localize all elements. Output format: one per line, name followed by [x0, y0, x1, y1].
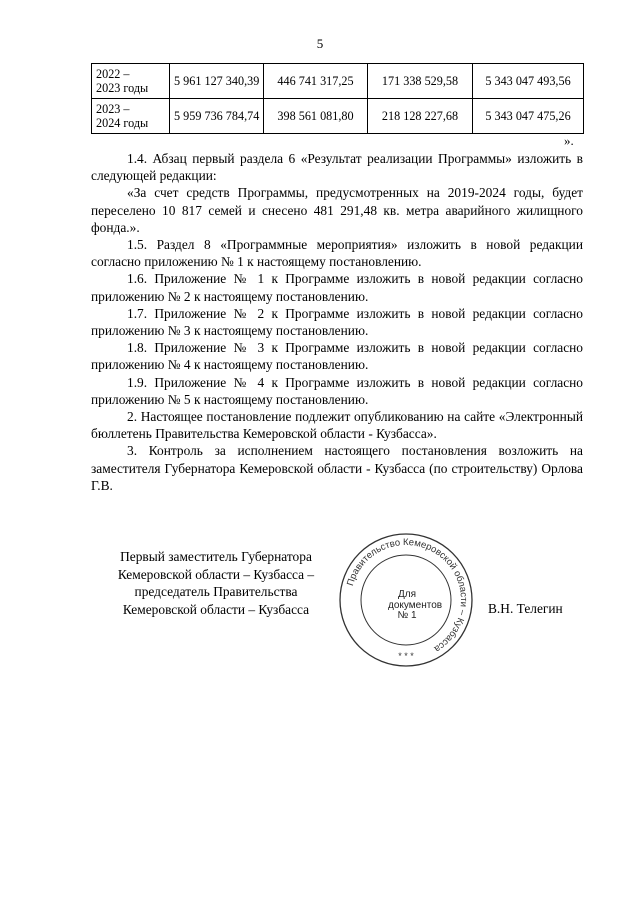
- paragraph: 2. Настоящее постановление подлежит опубликованию на сайте «Электронный бюллетень Правительства Кемеровской области - Кузбасса».: [91, 409, 583, 442]
- seal-inner-line: документов: [388, 599, 443, 611]
- page-number: 5: [316, 36, 324, 51]
- table-row: [92, 99, 584, 134]
- seal-inner-text: [388, 589, 443, 622]
- signatory-name: В.Н. Телегин: [488, 601, 563, 616]
- paragraph: 1.8. Приложение № 3 к Программе изложить в новой редакции согласно приложению № 4 к настоящему постановлению.: [91, 340, 583, 373]
- period-line: 2023 –: [96, 102, 130, 116]
- svg-text:* * *: * * *: [398, 651, 414, 661]
- amount-cell: 5 961 127 340,39: [170, 64, 264, 99]
- paragraph: 1.9. Приложение № 4 к Программе изложить в новой редакции согласно приложению № 5 к настоящему постановлению.: [91, 374, 583, 407]
- period-cell: [92, 99, 170, 134]
- table-row: [92, 64, 584, 99]
- signatory-title-line: председатель Правительства: [134, 584, 298, 599]
- amount-cell: 218 128 227,68: [368, 99, 473, 134]
- paragraph: 1.6. Приложение № 1 к Программе изложить в новой редакции согласно приложению № 2 к настоящему постановлению.: [91, 271, 583, 304]
- seal-inner-line: Для: [397, 589, 417, 600]
- signatory-title-line: Кемеровской области – Кузбасса –: [117, 566, 315, 582]
- budget-table: [91, 63, 584, 134]
- paragraph: 1.4. Абзац первый раздела 6 «Результат реализации Программы» изложить в следующей редакции:: [91, 151, 583, 184]
- signatory-title: [96, 548, 336, 618]
- amount-cell: 446 741 317,25: [264, 64, 368, 99]
- paragraph: «За счет средств Программы, предусмотренных на 2019-2024 годы, будет переселено 10 817 семей и снесено 481 291,48 кв. метра аварийного жилищного фонда.».: [91, 185, 583, 235]
- amount-cell: 5 343 047 493,56: [473, 64, 584, 99]
- period-line: 2024 годы: [96, 116, 149, 130]
- closing-quote: ».: [564, 133, 574, 148]
- amount-cell: 171 338 529,58: [368, 64, 473, 99]
- seal-inner-line: № 1: [397, 610, 417, 621]
- amount-cell: 5 959 736 784,74: [170, 99, 264, 134]
- seal-ring-text: Правительство Кемеровской области – Кузбасса: [345, 536, 470, 655]
- official-seal: [336, 530, 476, 670]
- period-line: 2022 –: [96, 67, 130, 81]
- amount-cell: 398 561 081,80: [264, 99, 368, 134]
- amount-cell: 5 343 047 475,26: [473, 99, 584, 134]
- paragraph: 1.5. Раздел 8 «Программные мероприятия» изложить в новой редакции согласно приложению № 1 к настоящему постановлению.: [91, 237, 583, 270]
- paragraph: 3. Контроль за исполнением настоящего постановления возложить на заместителя Губернатора Кемеровской области - Кузбасса (по строительству) Орлова Г.В.: [91, 443, 583, 493]
- period-cell: [92, 64, 170, 99]
- period-line: 2023 годы: [96, 81, 149, 95]
- paragraph: 1.7. Приложение № 2 к Программе изложить в новой редакции согласно приложению № 3 к настоящему постановлению.: [91, 305, 583, 339]
- signatory-title-line: Первый заместитель Губернатора: [120, 549, 312, 564]
- signatory-title-line: Кемеровской области – Кузбасса: [122, 601, 310, 617]
- document-body: [91, 150, 583, 494]
